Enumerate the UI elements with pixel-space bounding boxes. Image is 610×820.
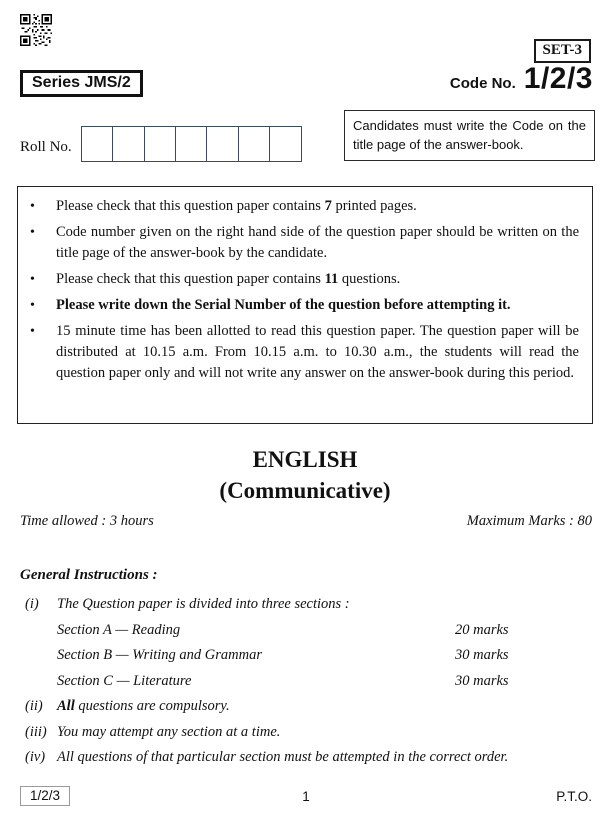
roll-number-cell [175,126,208,162]
notice-item-text [56,269,592,290]
notice-text-bold-run: 7 [324,198,332,214]
page-footer [20,786,592,806]
code-number-line [450,62,593,96]
notice-text-run: Please check that this question paper contains [56,198,325,214]
instruction-numeral: (iv) [25,749,46,765]
series-badge: Series JMS/2 [20,70,143,97]
instruction-text-bold-run: All [57,698,75,714]
bullet-icon: • [30,199,35,214]
general-instructions-heading: General Instructions : [20,567,158,583]
notice-item-text [56,295,592,316]
section-name: Section B — Writing and Grammar [57,647,263,663]
instruction-numeral: (iii) [25,723,47,740]
paper-title: ENGLISH [252,447,358,472]
notice-item [18,222,592,264]
paper-title-block [0,444,610,506]
candidates-note-box: Candidates must write the Code on the title page of the answer-book. [344,110,595,161]
code-number-value: 1/2/3 [523,62,593,95]
notice-item-text [56,222,592,264]
roll-number-cell [81,126,114,162]
instruction-text: The Question paper is divided into three sections : [57,596,350,612]
section-name: Section C — Literature [57,672,192,689]
roll-number-label: Roll No. [20,138,72,155]
notice-item [18,269,592,290]
notice-text-run: printed pages. [331,198,417,214]
instruction-numeral: (ii) [25,698,43,714]
time-allowed: Time allowed : 3 hours [20,513,154,529]
page-number: 1 [302,788,310,804]
notice-item [18,295,592,316]
notice-text-run: Please check that this question paper contains [56,271,325,287]
section-name: Section A — Reading [57,621,181,638]
footer-code-badge: 1/2/3 [20,786,70,806]
roll-number-cell [206,126,239,162]
section-marks: 30 marks [455,647,509,663]
instruction-text: questions are compulsory. [74,698,230,714]
roll-number-cell [112,126,145,162]
instruction-numeral: (i) [25,596,39,612]
set-number-badge: SET-3 [534,39,591,63]
notice-text-run: questions. [338,271,401,287]
roll-number-cell [238,126,271,162]
notice-text-run: Code number given on the right hand side of the question paper should be written on the title page of the answer-book by the candidate. [56,224,579,261]
notice-item [18,321,592,384]
section-row [20,643,592,669]
instruction-text: All questions of that particular section must be attempted in the correct order. [57,749,509,765]
instruction-text: You may attempt any section at a time. [57,723,281,740]
candidate-notice-box [17,186,593,424]
notice-item [18,196,592,217]
bullet-icon: • [30,298,35,313]
section-marks: 20 marks [455,621,509,638]
roll-number-row [20,126,302,162]
code-number-label: Code No. [449,75,516,92]
notice-text-bold-run: 11 [324,271,339,287]
paper-subtitle: (Communicative) [219,478,391,503]
maximum-marks: Maximum Marks : 80 [466,513,592,529]
instruction-item-ii [20,694,592,720]
section-row [20,618,592,644]
bullet-icon: • [30,324,35,339]
pto-label: P.T.O. [556,788,592,804]
bullet-icon: • [30,272,35,287]
notice-item-text [56,321,592,384]
instruction-item-i [20,592,592,618]
notice-text-bold-run: Please write down the Serial Number of the question before attempting it. [56,297,511,313]
section-marks: 30 marks [455,672,509,689]
roll-number-cell [269,126,302,162]
instruction-item-iv [20,745,592,771]
roll-number-grid [81,126,302,162]
bullet-icon: • [30,225,35,240]
general-instructions-list [20,592,592,771]
instruction-item-iii [20,720,592,746]
roll-number-cell [144,126,177,162]
notice-text-run: 15 minute time has been allotted to read this question paper. The question paper will be distributed at 10.15 a.m. From 10.15 a.m. to 10.30 a.m., the students will read the question paper only and will not write any answer on the answer-book during this period. [56,323,579,381]
exam-meta-row [20,513,592,530]
section-row [20,669,592,695]
notice-item-text [56,196,592,217]
qr-code-icon [20,13,52,47]
